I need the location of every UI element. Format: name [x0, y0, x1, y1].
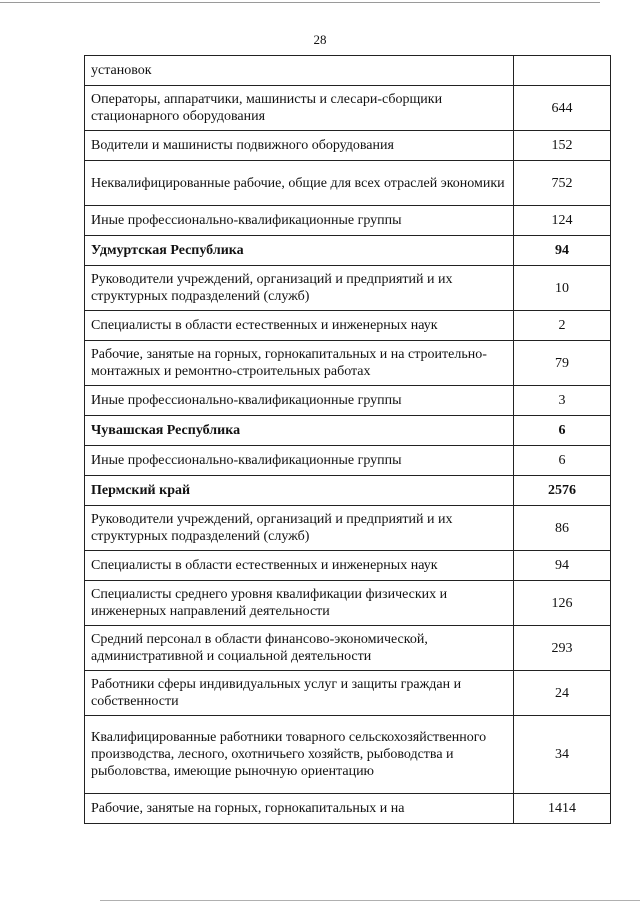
quota-value: 124 — [514, 206, 611, 236]
occupation-group-name: Иные профессионально-квалификационные группы — [85, 386, 514, 416]
occupation-group-name: Квалифицированные работники товарного сельскохозяйственного производства, лесного, охотничьего хозяйств, рыбоводства и рыболовства, имеющие рыночную ориентацию — [85, 716, 514, 794]
table-row — [85, 311, 611, 341]
quota-value: 152 — [514, 131, 611, 161]
quota-value: 126 — [514, 581, 611, 626]
table-row — [85, 131, 611, 161]
quota-value — [514, 56, 611, 86]
occupation-group-name: Рабочие, занятые на горных, горнокапитальных и на — [85, 794, 514, 824]
quota-value: 24 — [514, 671, 611, 716]
scan-edge-top — [0, 2, 600, 3]
table-row — [85, 716, 611, 794]
quota-value: 34 — [514, 716, 611, 794]
region-name: Чувашская Республика — [85, 416, 514, 446]
occupation-group-name: установок — [85, 56, 514, 86]
page-number: 28 — [313, 32, 327, 47]
region-total-value: 94 — [514, 236, 611, 266]
quota-value: 293 — [514, 626, 611, 671]
table-row — [85, 341, 611, 386]
occupation-group-name: Рабочие, занятые на горных, горнокапитальных и на строительно-монтажных и ремонтно-строительных работах — [85, 341, 514, 386]
quota-value: 6 — [514, 446, 611, 476]
occupation-group-name: Средний персонал в области финансово-экономической, административной и социальной деятельности — [85, 626, 514, 671]
occupation-group-name: Руководители учреждений, организаций и предприятий и их структурных подразделений (служб) — [85, 266, 514, 311]
quota-value: 752 — [514, 161, 611, 206]
quota-value: 94 — [514, 551, 611, 581]
occupation-group-name: Специалисты в области естественных и инженерных наук — [85, 311, 514, 341]
workforce-table — [84, 55, 611, 824]
table-row — [85, 446, 611, 476]
region-total-value: 6 — [514, 416, 611, 446]
region-total-value: 2576 — [514, 476, 611, 506]
occupation-group-name: Специалисты среднего уровня квалификации физических и инженерных направлений деятельности — [85, 581, 514, 626]
quota-value: 79 — [514, 341, 611, 386]
table-row — [85, 551, 611, 581]
table-row — [85, 206, 611, 236]
quota-value: 1414 — [514, 794, 611, 824]
occupation-group-name: Водители и машинисты подвижного оборудования — [85, 131, 514, 161]
occupation-group-name: Иные профессионально-квалификационные группы — [85, 446, 514, 476]
quota-value: 2 — [514, 311, 611, 341]
table-row — [85, 794, 611, 824]
quota-value: 644 — [514, 86, 611, 131]
occupation-group-name: Операторы, аппаратчики, машинисты и слесари-сборщики стационарного оборудования — [85, 86, 514, 131]
region-name: Удмуртская Республика — [85, 236, 514, 266]
region-header-row — [85, 236, 611, 266]
region-name: Пермский край — [85, 476, 514, 506]
occupation-group-name: Руководители учреждений, организаций и предприятий и их структурных подразделений (служб) — [85, 506, 514, 551]
occupation-group-name: Неквалифицированные рабочие, общие для всех отраслей экономики — [85, 161, 514, 206]
table-row — [85, 386, 611, 416]
region-header-row — [85, 416, 611, 446]
table-row — [85, 266, 611, 311]
region-header-row — [85, 476, 611, 506]
table-row — [85, 581, 611, 626]
occupation-group-name: Работники сферы индивидуальных услуг и защиты граждан и собственности — [85, 671, 514, 716]
quota-value: 86 — [514, 506, 611, 551]
quota-value: 10 — [514, 266, 611, 311]
table-row — [85, 161, 611, 206]
table-row — [85, 56, 611, 86]
table-row — [85, 626, 611, 671]
scan-edge-bottom — [100, 900, 640, 901]
quota-value: 3 — [514, 386, 611, 416]
table-row — [85, 671, 611, 716]
occupation-group-name: Иные профессионально-квалификационные группы — [85, 206, 514, 236]
occupation-group-name: Специалисты в области естественных и инженерных наук — [85, 551, 514, 581]
table-row — [85, 86, 611, 131]
table-row — [85, 506, 611, 551]
